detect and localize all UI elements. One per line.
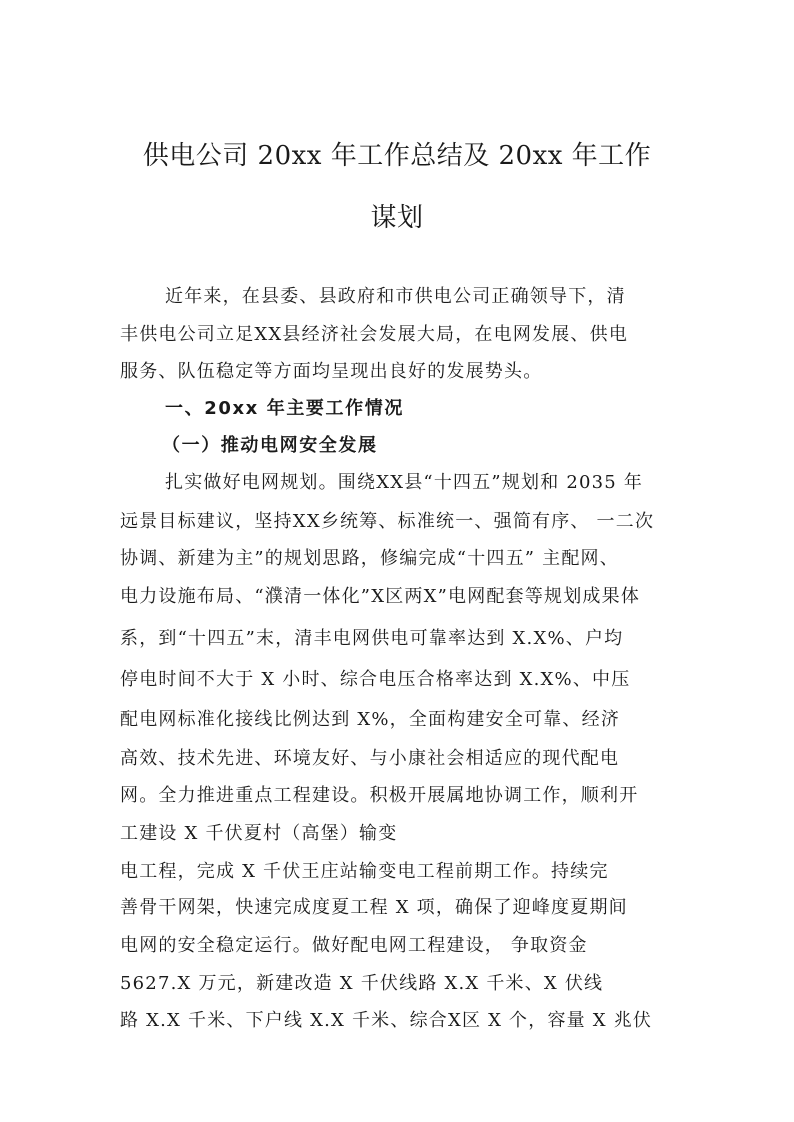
section-heading: 一、20xx 年主要工作情况: [165, 398, 404, 419]
paragraph-line: 路 X.X 千米、下户线 X.X 千米、综合X区 X 个，容量 X 兆伏: [120, 1010, 653, 1031]
paragraph-line: 远景目标建议，坚持XX乡统筹、标准统一、强简有序、 一二次: [120, 511, 655, 532]
paragraph-line: 协调、新建为主”的规划思路，修编完成“十四五” 主配网、: [120, 548, 619, 569]
paragraph-line: 扎实做好电网规划。围绕XX县“十四五”规划和 2035 年: [165, 472, 644, 493]
paragraph-line: 电力设施布局、“濮清一体化”X区两X”电网配套等规划成果体: [120, 586, 641, 607]
paragraph-line: 服务、队伍稳定等方面均呈现出良好的发展势头。: [120, 361, 543, 382]
paragraph-line: 电工程，完成 X 千伏王庄站输变电工程前期工作。持续完: [120, 861, 609, 882]
paragraph-line: 网。全力推进重点工程建设。积极开展属地协调工作，顺利开: [120, 785, 639, 806]
paragraph-line: 工建设 X 千伏夏村（高堡）输变: [120, 823, 398, 844]
paragraph-line: 善骨干网架，快速完成度夏工程 X 项，确保了迎峰度夏期间: [120, 897, 628, 918]
paragraph-line: 高效、技术先进、环境友好、与小康社会相适应的现代配电: [120, 748, 620, 769]
paragraph-line: 配电网标准化接线比例达到 X%，全面构建安全可靠、经济: [120, 709, 621, 730]
document-title-line-2: 谋划: [370, 203, 424, 233]
paragraph-line: 5627.X 万元，新建改造 X 千伏线路 X.X 千米、X 伏线: [120, 973, 604, 994]
subsection-heading: （一）推动电网安全发展: [162, 435, 378, 456]
paragraph-line: 电网的安全稳定运行。做好配电网工程建设， 争取资金: [120, 935, 588, 956]
document-title-line-1: 供电公司 20xx 年工作总结及 20xx 年工作: [142, 141, 652, 171]
paragraph-line: 停电时间不大于 X 小时、综合电压合格率达到 X.X%、中压: [120, 669, 631, 690]
paragraph-line: 系，到“十四五”末，清丰电网供电可靠率达到 X.X%、户均: [120, 628, 624, 649]
paragraph-line: 丰供电公司立足XX县经济社会发展大局，在电网发展、供电: [120, 324, 629, 345]
paragraph-line: 近年来，在县委、县政府和市供电公司正确领导下，清: [165, 286, 626, 307]
